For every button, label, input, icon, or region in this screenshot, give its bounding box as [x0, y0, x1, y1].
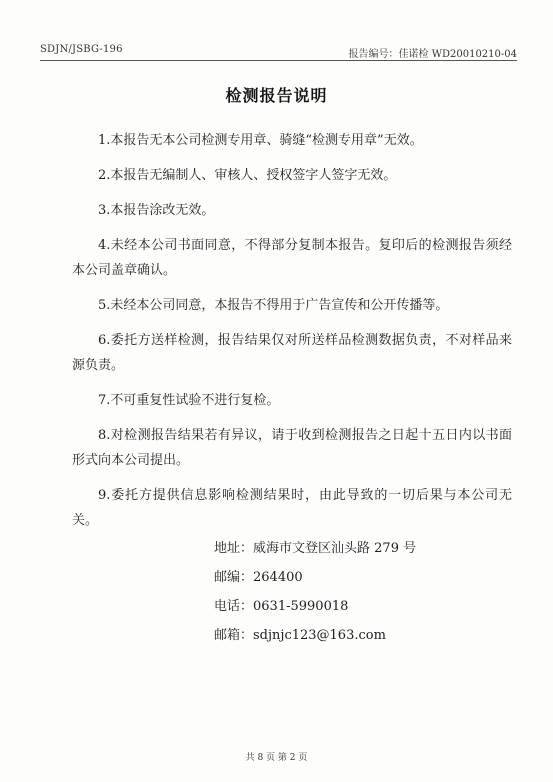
note-item-4: 4.未经本公司书面同意，不得部分复制本报告。复印后的检测报告须经本公司盖章确认。 — [72, 238, 512, 278]
note-item-1: 1.本报告无本公司检测专用章、骑缝“检测专用章”无效。 — [98, 133, 423, 148]
note-item-3: 3.本报告涂改无效。 — [98, 203, 215, 218]
address-row — [214, 534, 416, 563]
document-code: SDJN/JSBG-196 — [40, 44, 123, 55]
note-item-8: 8.对检测报告结果若有异议，请于收到检测报告之日起十五日内以书面形式向本公司提出。 — [72, 428, 512, 468]
email-label: 邮箱： — [214, 628, 254, 643]
postcode-value: 264400 — [253, 570, 303, 585]
address-value: 威海市文登区汕头路 279 号 — [253, 541, 417, 556]
note-item-6: 6.委托方送样检测，报告结果仅对所送样品检测数据负责，不对样品来源负责。 — [72, 333, 512, 373]
postcode-row — [214, 563, 416, 592]
page-footer: 共 8 页 第 2 页 — [245, 753, 308, 763]
note-item-5: 5.未经本公司同意，本报告不得用于广告宣传和公开传播等。 — [98, 298, 449, 313]
address-label: 地址： — [214, 541, 254, 556]
header-divider — [40, 60, 517, 61]
phone-label: 电话： — [214, 599, 254, 614]
report-number: 报告编号：佳诺检 WD20010210-04 — [348, 49, 517, 60]
phone-row — [214, 592, 416, 621]
postcode-label: 邮编： — [214, 570, 254, 585]
email-row — [214, 621, 416, 650]
page-title: 检测报告说明 — [225, 86, 328, 105]
note-item-2: 2.本报告无编制人、审核人、授权签字人签字无效。 — [98, 168, 397, 183]
phone-value: 0631-5990018 — [253, 599, 349, 614]
note-item-9: 9.委托方提供信息影响检测结果时，由此导致的一切后果与本公司无关。 — [72, 488, 512, 528]
email-value: sdjnjc123@163.com — [253, 628, 386, 643]
contact-block — [214, 534, 416, 650]
notes-list — [72, 128, 512, 543]
note-item-7: 7.不可重复性试验不进行复检。 — [98, 393, 280, 408]
